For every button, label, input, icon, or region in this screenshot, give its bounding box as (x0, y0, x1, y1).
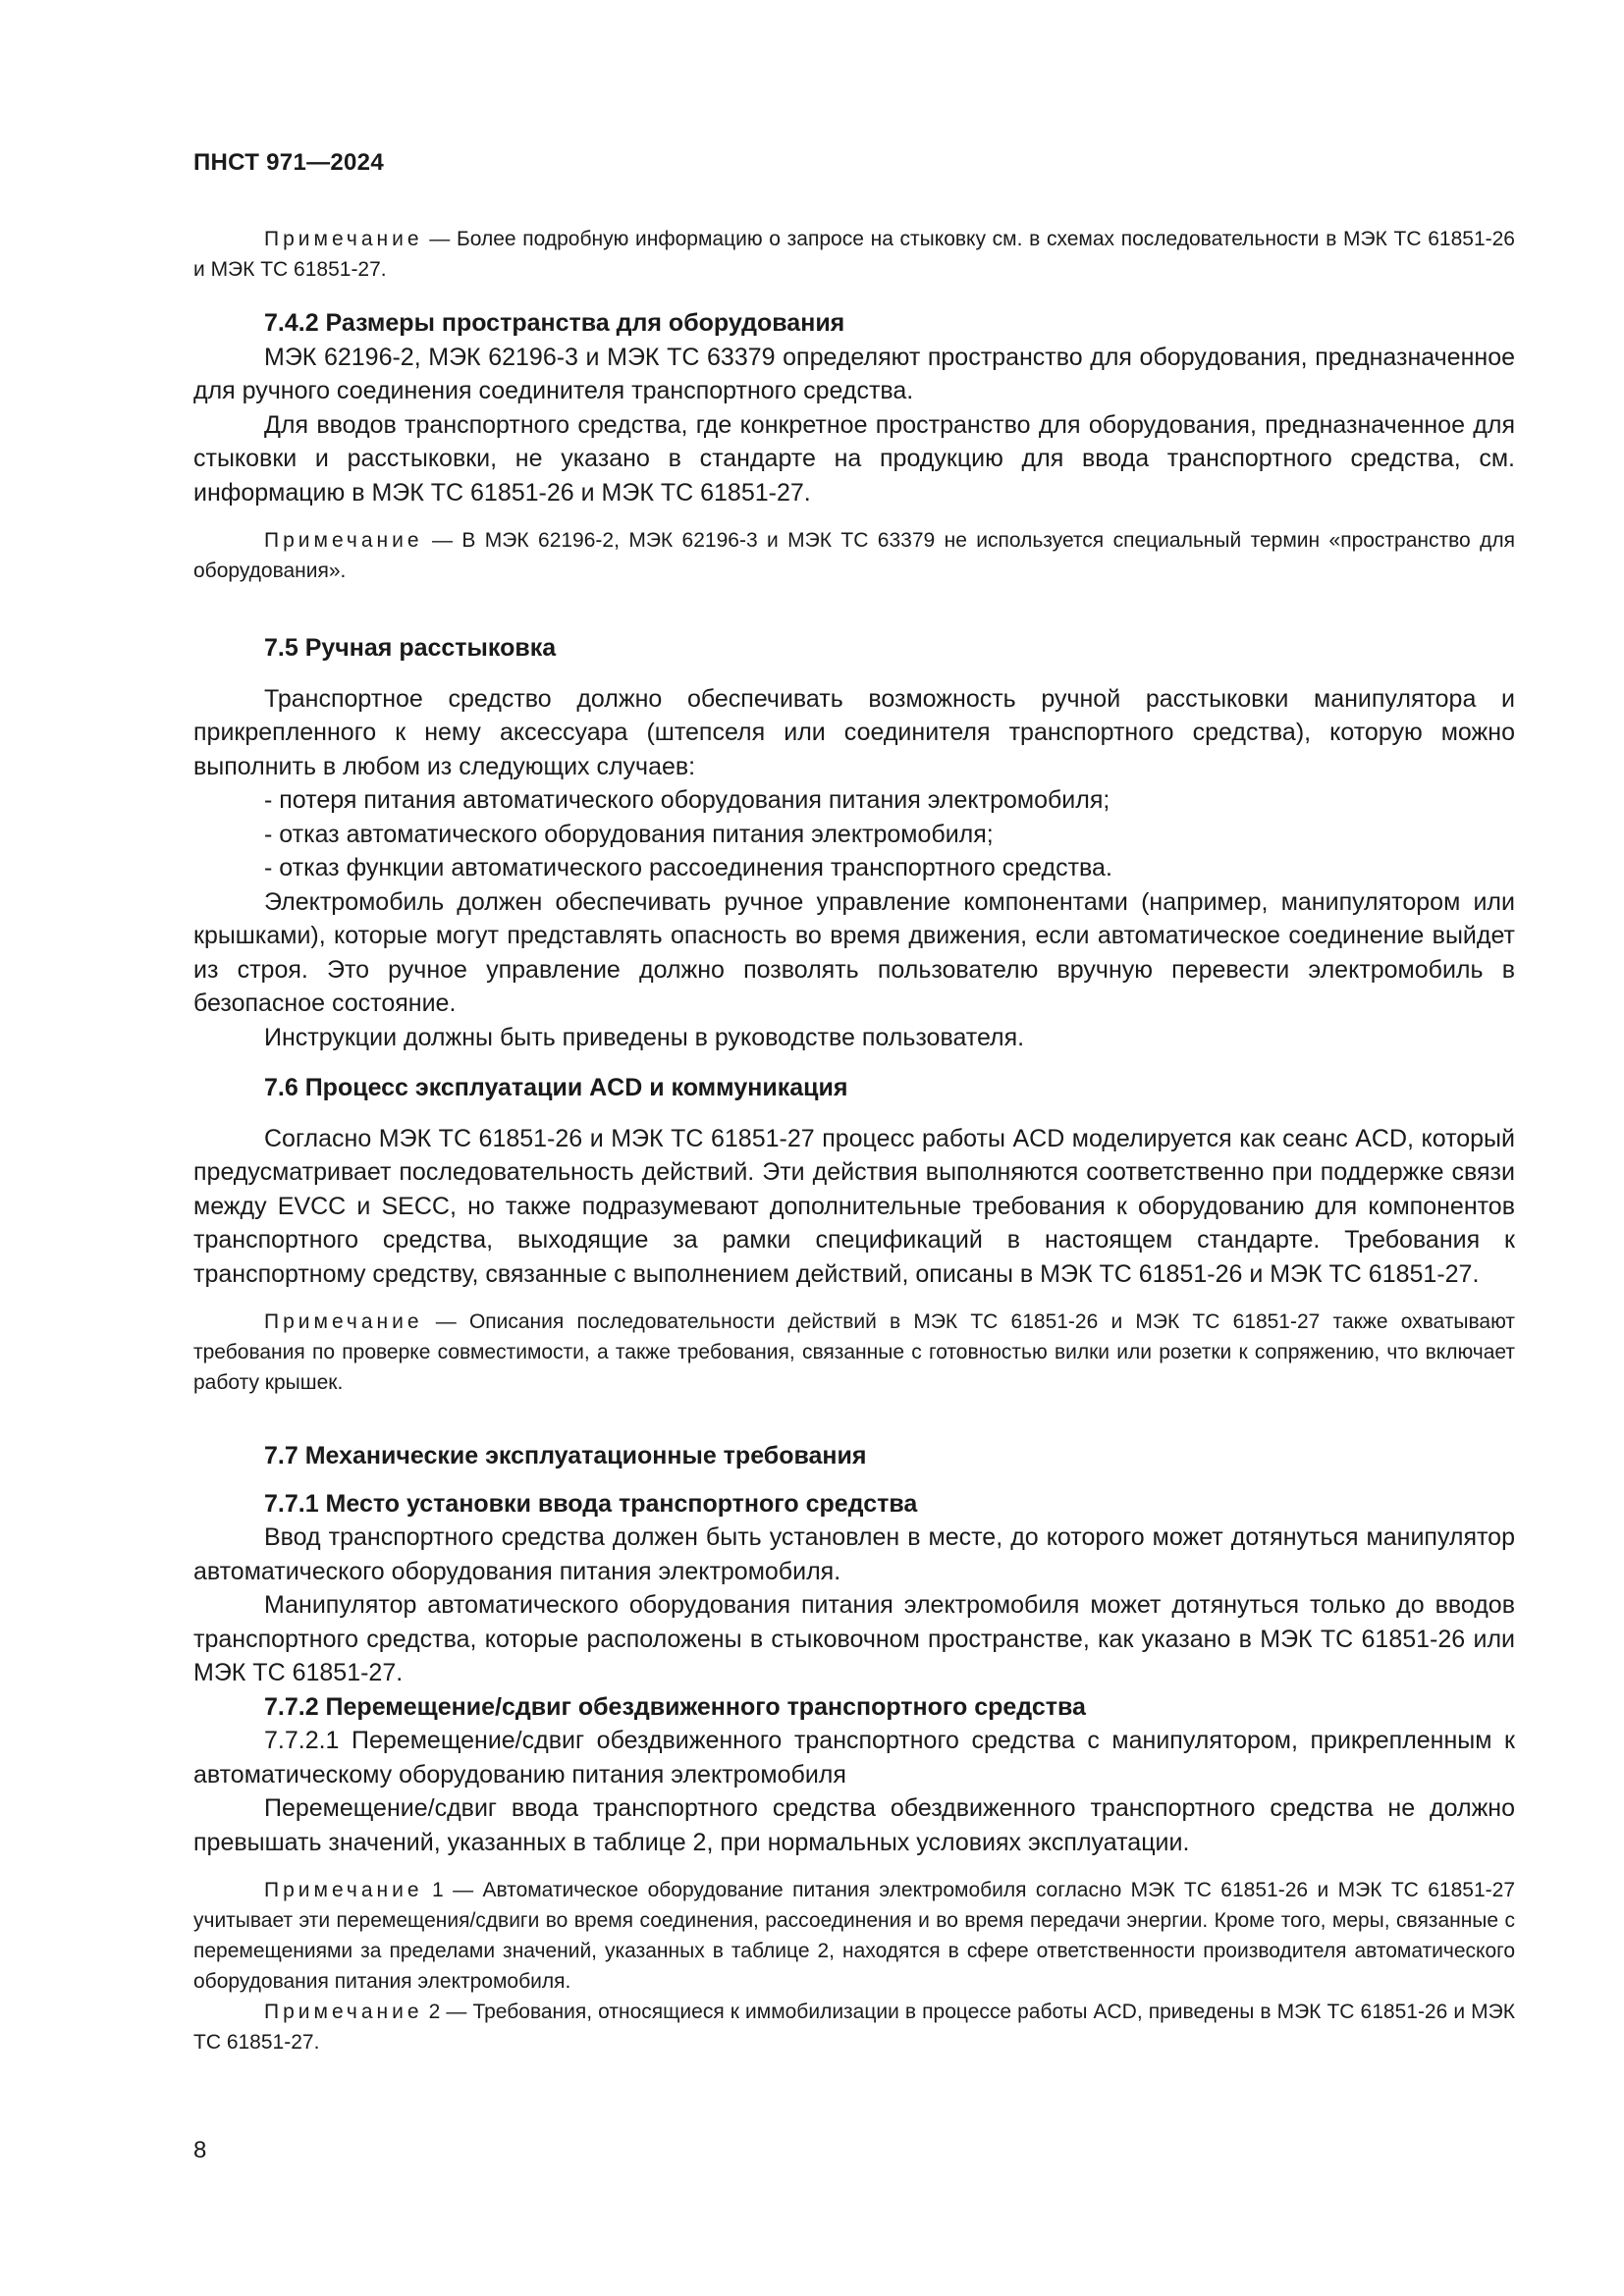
note-label: Примечание (264, 1310, 423, 1333)
note-text: — Более подробную информацию о запросе на стыковку см. в схемах последовательности в МЭК ТС 61851-26 и МЭК ТС 61851-27. (193, 228, 1515, 281)
note-block (193, 1307, 1515, 1398)
section-heading: 7.7.2 Перемещение/сдвиг обездвиженного транспортного средства (264, 1692, 1086, 1721)
note-label: Примечание (264, 529, 423, 552)
paragraph: Согласно МЭК ТС 61851-26 и МЭК ТС 61851-27 процесс работы ACD моделируется как сеанс ACD, который предусматривает последовательность действий. Эти действия выполняются соответственно при поддержке связи между EVCC и SECC, но также подразумевают дополнительные требования к оборудованию для компонентов транспортного средства, выходящие за рамки спецификаций в настоящем стандарте. Требования к транспортному средству, связанные с выполнением действий, описаны в МЭК ТС 61851-26 и МЭК ТС 61851-27. (193, 1124, 1515, 1288)
section-heading: 7.7.1 Место установки ввода транспортного средства (264, 1489, 918, 1518)
section-heading: 7.4.2 Размеры пространства для оборудования (264, 309, 845, 337)
note-block (193, 224, 1515, 285)
note-text: — В МЭК 62196-2, МЭК 62196-3 и МЭК ТС 63379 не используется специальный термин «пространство для оборудования». (193, 529, 1515, 582)
note-label: Примечание (264, 1879, 423, 1901)
page-number: 8 (193, 2137, 207, 2163)
paragraph: МЭК 62196-2, МЭК 62196-3 и МЭК ТС 63379 определяют пространство для оборудования, предназначенное для ручного соединения соединителя транспортного средства. (193, 343, 1515, 404)
paragraph: Перемещение/сдвиг ввода транспортного средства обездвиженного транспортного средства не должно превышать значений, указанных в таблице 2, при нормальных условиях эксплуатации. (193, 1794, 1515, 1856)
note-block (193, 525, 1515, 586)
paragraph: 7.7.2.1 Перемещение/сдвиг обездвиженного транспортного средства с манипулятором, прикрепленным к автоматическому оборудованию питания электромобиля (193, 1727, 1515, 1789)
note-block (193, 1997, 1515, 2057)
document-id-header: ПНСТ 971—2024 (193, 149, 384, 176)
paragraph: Ввод транспортного средства должен быть установлен в месте, до которого может дотянуться манипулятор автоматического оборудования питания электромобиля. (193, 1523, 1515, 1585)
paragraph: Манипулятор автоматического оборудования питания электромобиля может дотянуться только до вводов транспортного средства, которые расположены в стыковочном пространстве, как указано в МЭК ТС 61851-26 или МЭК ТС 61851-27. (193, 1591, 1515, 1686)
section-heading: 7.7 Механические эксплуатационные требования (264, 1442, 867, 1469)
list-item: - отказ автоматического оборудования питания электромобиля; (264, 820, 994, 848)
paragraph: Инструкции должны быть приведены в руководстве пользователя. (264, 1023, 1025, 1051)
paragraph: Электромобиль должен обеспечивать ручное управление компонентами (например, манипулятором или крышками), которые могут представлять опасность во время движения, если автоматическое соединение выйдет из строя. Это ручное управление должно позволять пользователю вручную перевести электромобиль в безопасное состояние. (193, 887, 1515, 1017)
paragraph: Для вводов транспортного средства, где конкретное пространство для оборудования, предназначенное для стыковки и расстыковки, не указано в стандарте на продукцию для ввода транспортного средства, см. информацию в МЭК ТС 61851-26 и МЭК ТС 61851-27. (193, 410, 1515, 507)
note-block (193, 1875, 1515, 1997)
paragraph: Транспортное средство должно обеспечивать возможность ручной расстыковки манипулятора и прикрепленного к нему аксессуара (штепселя или соединителя транспортного средства), которую можно выполнить в любом из следующих случаев: (193, 684, 1515, 780)
list-item: - отказ функции автоматического рассоединения транспортного средства. (264, 854, 1112, 881)
page-content (193, 224, 1515, 2057)
note-label: Примечание (264, 2001, 423, 2023)
section-heading: 7.6 Процесс эксплуатации ACD и коммуникация (264, 1074, 848, 1101)
list-item: - потеря питания автоматического оборудования питания электромобиля; (264, 786, 1110, 814)
section-heading: 7.5 Ручная расстыковка (264, 634, 557, 662)
note-text: — Описания последовательности действий в МЭК ТС 61851-26 и МЭК ТС 61851-27 также охватывают требования по проверке совместимости, а также требования, связанные с готовностью вилки или розетки к сопряжению, что включает работу крышек. (193, 1310, 1515, 1394)
note-text: 1 — Автоматическое оборудование питания электромобиля согласно МЭК ТС 61851-26 и МЭК ТС 61851-27 учитывает эти перемещения/сдвиги во время соединения, рассоединения и во время передачи энергии. Кроме того, меры, связанные с перемещениями за пределами значений, указанных в таблице 2, находятся в сфере ответственности производителя автоматического оборудования питания электромобиля. (193, 1879, 1515, 1993)
note-label: Примечание (264, 228, 423, 250)
note-text: 2 — Требования, относящиеся к иммобилизации в процессе работы ACD, приведены в МЭК ТС 61851-26 и МЭК ТС 61851-27. (193, 2001, 1515, 2054)
